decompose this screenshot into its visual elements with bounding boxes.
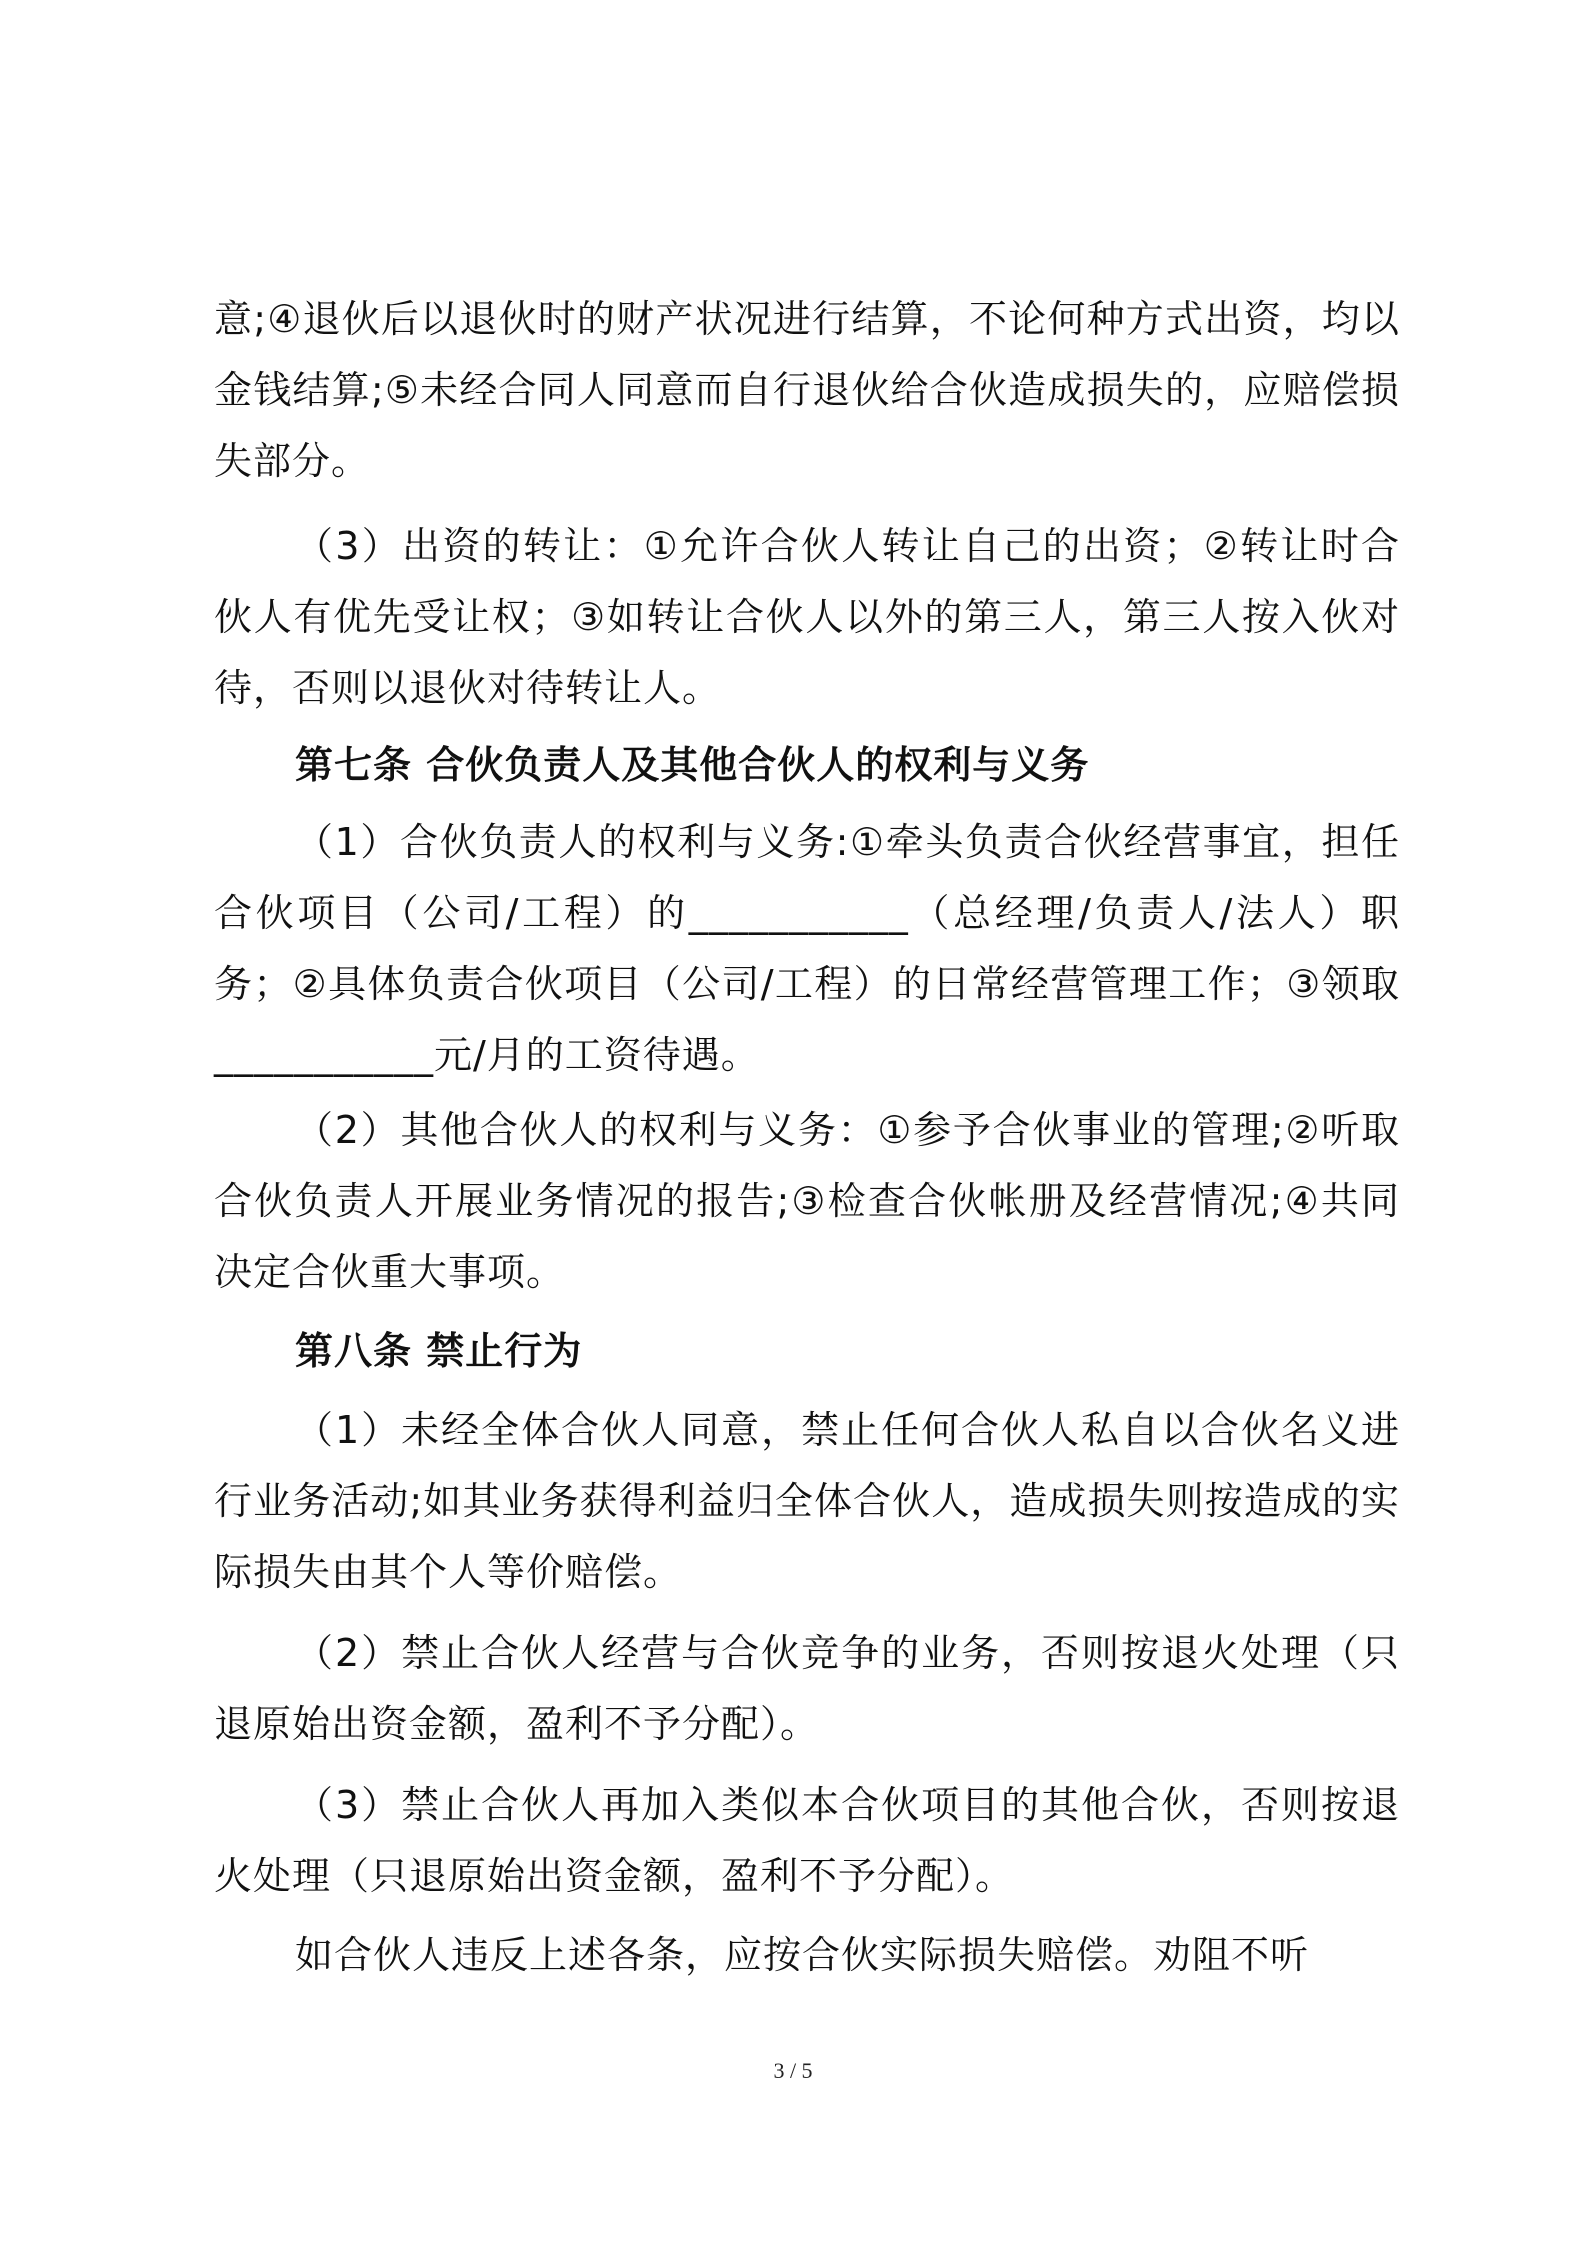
paragraph-prohibition-3: （3）禁止合伙人再加入类似本合伙项目的其他合伙，否则按退火处理（只退原始出资金额，盈利不予分配）。 bbox=[214, 1783, 1400, 1898]
article-seven-heading: 第七条 合伙负责人及其他合伙人的权利与义务 bbox=[295, 743, 1090, 787]
paragraph-prohibition-2: （2）禁止合伙人经营与合伙竞争的业务，否则按退火处理（只退原始出资金额，盈利不予分配）。 bbox=[214, 1631, 1400, 1746]
paragraph-other-partner-rights: （2）其他合伙人的权利与义务：①参予合伙事业的管理;②听取合伙负责人开展业务情况的报告;③检查合伙帐册及经营情况;④共同决定合伙重大事项。 bbox=[214, 1108, 1400, 1294]
document-body bbox=[214, 284, 1400, 1991]
paragraph-withdrawal-settlement: 意;④退伙后以退伙时的财产状况进行结算，不论何种方式出资，均以金钱结算;⑤未经合同人同意而自行退伙给合伙造成损失的，应赔偿损失部分。 bbox=[214, 297, 1400, 483]
page-number: 3 / 5 bbox=[773, 2058, 813, 2083]
paragraph-prohibition-1: （1）未经全体合伙人同意，禁止任何合伙人私自以合伙名义进行业务活动;如其业务获得利益归全体合伙人，造成损失则按造成的实际损失由其个人等价赔偿。 bbox=[214, 1408, 1400, 1594]
paragraph-lead-partner-rights: （1）合伙负责人的权利与义务:①牵头负责合伙经营事宜，担任合伙项目（公司/工程）的___________（总经理/负责人/法人）职务；②具体负责合伙项目（公司/工程）的日常经营管理工作；③领取___________元/月的工资待遇。 bbox=[214, 820, 1400, 1077]
paragraph-violation-compensation: 如合伙人违反上述各条，应按合伙实际损失赔偿。劝阻不听 bbox=[295, 1933, 1310, 1977]
article-eight-heading: 第八条 禁止行为 bbox=[295, 1329, 583, 1373]
paragraph-capital-transfer: （3）出资的转让：①允许合伙人转让自己的出资；②转让时合伙人有优先受让权；③如转让合伙人以外的第三人，第三人按入伙对待，否则以退伙对待转让人。 bbox=[214, 524, 1400, 710]
